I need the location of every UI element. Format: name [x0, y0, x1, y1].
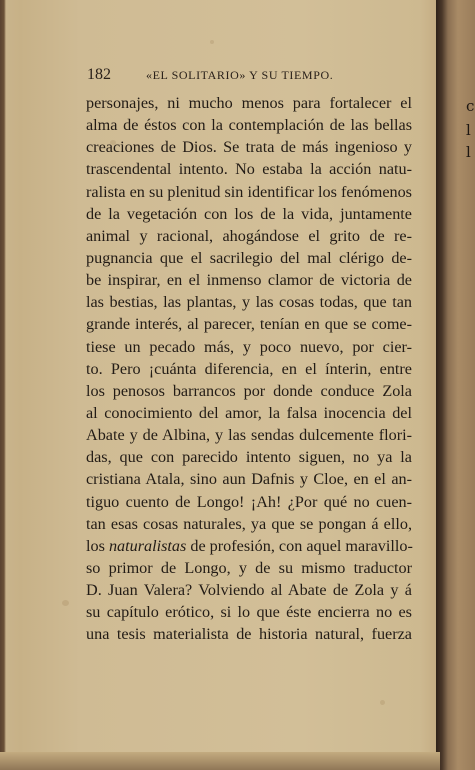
facing-page-edge [436, 0, 475, 770]
text-line: animal y racional, ahogándose el grito de re- [86, 226, 412, 245]
page-bottom-edge [0, 752, 440, 770]
text-line: so primor de Longo, y de su mismo traductor [86, 558, 412, 577]
text-line: tiguo cuento de Longo! ¡Ah! ¿Por qué no cuen- [86, 492, 412, 511]
text-line: personajes, ni mucho menos para fortalecer el [86, 94, 412, 112]
text-line: Abate y de Albina, y las sendas dulcemente flori- [86, 426, 412, 445]
page-header [0, 66, 436, 86]
text-line: una tesis materialista de historia natural, fuerza [86, 625, 412, 644]
text-line: al conocimiento del amor, la falsa inocencia del [86, 403, 412, 422]
text-line: cristiana Atala, sino aun Dafnis y Cloe, en el an- [86, 470, 412, 489]
facing-page-glyph: l [466, 143, 471, 161]
text-line: creaciones de Dios. Se trata de más ingenioso y [86, 138, 412, 157]
text-run: los [86, 536, 109, 555]
text-line: las bestias, las plantas, y las cosas todas, que tan [86, 293, 412, 312]
text-line: be inspirar, en el inmenso clamor de victoria de [86, 271, 412, 290]
text-line: tiese un pecado más, y poco nuevo, por cier- [86, 337, 412, 356]
foxing-spot [62, 600, 69, 606]
text-line: to. Pero ¡cuánta diferencia, en el ínterin, entre [86, 359, 412, 378]
italic-word: naturalistas [108, 536, 187, 555]
text-line: su capítulo erótico, si lo que éste encierra no es [86, 603, 412, 622]
facing-page-glyph: c [466, 97, 475, 115]
page-number: 182 [87, 66, 111, 83]
text-line: alma de éstos con la contemplación de las bellas [86, 116, 412, 135]
running-head: «EL SOLITARIO» Y SU TIEMPO. [146, 68, 334, 82]
body-text [86, 92, 412, 646]
text-line: tan esas cosas naturales, ya que se pongan á ello, [86, 514, 412, 533]
text-line-with-italic [86, 535, 412, 557]
text-line: das, que con parecido intento siguen, no ya la [86, 448, 412, 467]
foxing-spot [210, 40, 214, 44]
text-run: de profesión, con aquel maravillo- [186, 536, 413, 555]
facing-page-glyph: l [466, 121, 471, 139]
text-line: trascendental intento. No estaba la acción natu- [86, 160, 412, 179]
text-line: pugnancia que el sacrilegio del mal clérigo de- [86, 248, 412, 267]
text-line: de la vegetación con los de la vida, juntamente [86, 204, 412, 223]
text-line: grande interés, al parecer, tenían en que se come- [86, 315, 412, 334]
text-line: ralista en su plenitud sin identificar los fenómenos [86, 182, 412, 201]
text-line: D. Juan Valera? Volviendo al Abate de Zola y á [86, 581, 412, 600]
text-line: los penosos barrancos por donde conduce Zola [86, 381, 412, 400]
foxing-spot [380, 700, 385, 705]
